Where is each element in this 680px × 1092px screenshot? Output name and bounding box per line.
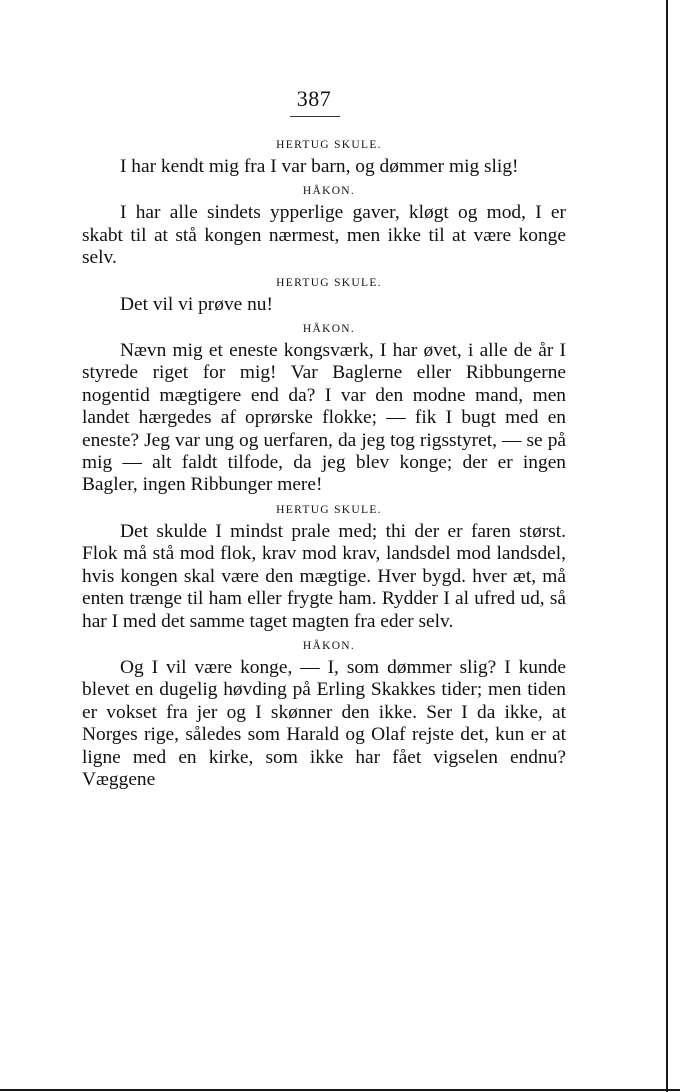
page-number-rule bbox=[290, 116, 340, 117]
speaker-label: HERTUG SKULE. bbox=[276, 503, 382, 516]
speech-paragraph: Det skulde I mindst prale med; thi der er faren størst. Flok må stå mod flok, krav mod krav, landsdel mod landsdel, hvis kongen skal være den mægtige. Hver bygd. hver æt, må enten trænge til ham eller frygte ham. Rydder I al ufred ud, så har I med det samme taget magten fra eder selv. bbox=[82, 520, 566, 632]
speech-paragraph: Nævn mig et eneste kongsværk, I har øvet, i alle de år I styrede riget for mig! Var Baglerne eller Ribbungerne nogentid mægtigere end da? I var den modne mand, men landet hærgedes af oprørske flokke; — fik I bugt med en eneste? Jeg var ung og uerfaren, da jeg tog rigsstyret, — se på mig — alt faldt tilfode, da jeg blev konge; der er ingen Bagler, ingen Ribbunger mere! bbox=[82, 340, 566, 496]
speaker-label: HERTUG SKULE. bbox=[276, 139, 382, 151]
speech-paragraph: I har kendt mig fra I var barn, og dømmer mig slig! bbox=[120, 156, 519, 177]
play-text bbox=[82, 138, 566, 791]
speaker-label: HÅKON. bbox=[302, 639, 356, 652]
speaker-label: HÅKON. bbox=[302, 323, 356, 336]
speech-paragraph: I har alle sindets ypperlige gaver, kløgt og mod, I er skabt til at stå kongen nærmest, men ikke til at være konge selv. bbox=[82, 202, 566, 269]
page-edge-right bbox=[666, 0, 668, 1092]
speaker-label: HERTUG SKULE. bbox=[276, 276, 382, 289]
speech-paragraph: Og I vil være konge, — I, som dømmer slig? I kunde blevet en dugelig høvding på Erling Skakkes tider; men tiden er vokset fra jer og I skønner den ikke. Ser I da ikke, at Norges rige, således som Harald og Olaf rejste det, kun er at ligne med en kirke, som ikke har fået vigselen endnu? Væggene bbox=[82, 656, 566, 790]
page-number: 387 bbox=[296, 86, 332, 111]
speech-paragraph: Det vil vi prøve nu! bbox=[120, 293, 273, 315]
speaker-label: HÅKON. bbox=[302, 185, 356, 198]
page-edge-bottom bbox=[0, 1089, 680, 1091]
